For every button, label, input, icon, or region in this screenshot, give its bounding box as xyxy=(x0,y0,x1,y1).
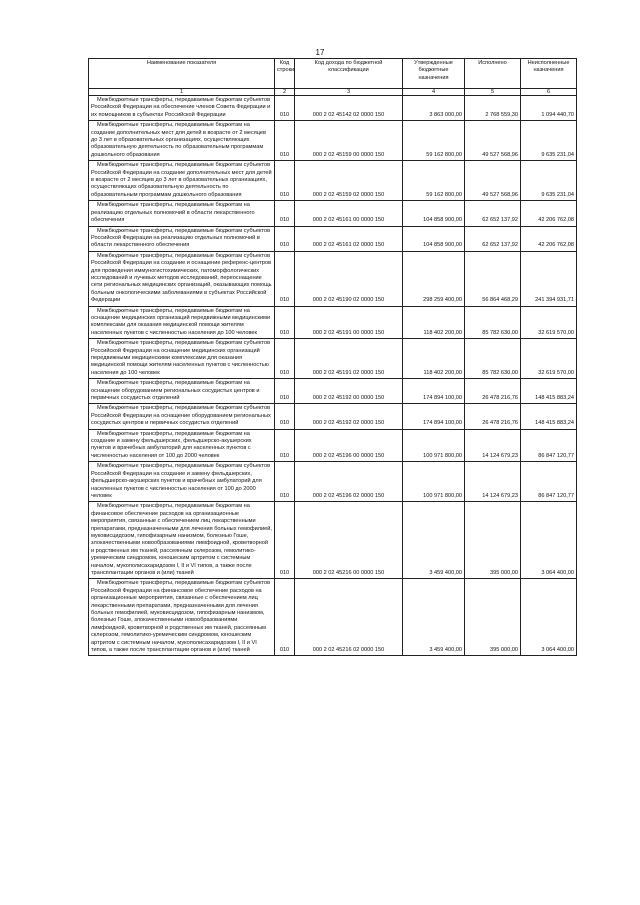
page-number: 17 xyxy=(315,48,325,57)
row-executed-amount: 14 124 679,23 xyxy=(465,462,521,502)
row-income-code: 000 2 02 45161 00 0000 150 xyxy=(295,201,403,226)
table-row xyxy=(89,306,577,339)
row-indicator-name: Межбюджетные трансферты, передаваемые бюджетам на оснащение оборудованием региональных сосудистых центров и первичных сосудистых отделений xyxy=(89,379,275,404)
row-indicator-name: Межбюджетные трансферты, передаваемые бюджетам на создание и замену фельдшерских, фельдшерско-акушерских пунктов и врачебных амбулаторий для населенных пунктов с численностью населения от 100 до 2000 человек xyxy=(89,429,275,462)
row-approved-amount: 100 971 800,00 xyxy=(403,462,465,502)
row-approved-amount: 174 894 100,00 xyxy=(403,404,465,429)
row-unexecuted-amount: 1 094 440,70 xyxy=(521,96,577,121)
row-unexecuted-amount: 42 206 762,08 xyxy=(521,201,577,226)
row-approved-amount: 59 162 800,00 xyxy=(403,121,465,161)
row-line-code: 010 xyxy=(275,579,295,656)
column-number: 5 xyxy=(465,89,521,96)
column-number: 1 xyxy=(89,89,275,96)
row-line-code: 010 xyxy=(275,121,295,161)
row-income-code: 000 2 02 45190 02 0000 150 xyxy=(295,251,403,306)
column-number-row xyxy=(89,89,577,96)
header-executed: Исполнено xyxy=(465,59,521,89)
row-approved-amount: 104 858 900,00 xyxy=(403,226,465,251)
table-row xyxy=(89,226,577,251)
row-income-code: 000 2 02 45159 02 0000 150 xyxy=(295,161,403,201)
table-row xyxy=(89,404,577,429)
table-row xyxy=(89,201,577,226)
column-number: 4 xyxy=(403,89,465,96)
header-indicator-name: Наименование показателя xyxy=(89,59,275,89)
row-unexecuted-amount: 9 635 231,04 xyxy=(521,121,577,161)
row-line-code: 010 xyxy=(275,96,295,121)
table-row xyxy=(89,579,577,656)
row-executed-amount: 56 864 468,29 xyxy=(465,251,521,306)
row-executed-amount: 85 782 630,00 xyxy=(465,306,521,339)
row-approved-amount: 59 162 800,00 xyxy=(403,161,465,201)
row-line-code: 010 xyxy=(275,226,295,251)
row-unexecuted-amount: 148 415 883,24 xyxy=(521,379,577,404)
row-approved-amount: 118 402 200,00 xyxy=(403,339,465,379)
table-header-row xyxy=(89,59,577,89)
header-unexecuted: Неисполненные назначения xyxy=(521,59,577,89)
header-line-code: Код строки xyxy=(275,59,295,89)
row-unexecuted-amount: 148 415 883,24 xyxy=(521,404,577,429)
row-unexecuted-amount: 86 847 120,77 xyxy=(521,429,577,462)
row-executed-amount: 14 124 679,23 xyxy=(465,429,521,462)
row-indicator-name: Межбюджетные трансферты, передаваемые бюджетам субъектов Российской Федерации на финансовое обеспечение расходов на организационные мероприятия, связанные с обеспечением лиц лекарственными препаратами, предназначенными для лечения больных гемофилией, муковисцидозом, гипофизарным нанизмом, болезнью Гоше, злокачественными новообразованиями лимфоидной, кроветворной и родственных им тканей, рассеянным склерозом, гемолитико-уремическим синдромом, юношеским артритом с системным началом, мукополисахаридозом I, II и VI типов, а также после трансплантации органов и (или) тканей xyxy=(89,579,275,656)
row-income-code: 000 2 02 45192 00 0000 150 xyxy=(295,379,403,404)
row-approved-amount: 118 402 200,00 xyxy=(403,306,465,339)
table-row xyxy=(89,339,577,379)
row-executed-amount: 26 478 216,76 xyxy=(465,404,521,429)
row-approved-amount: 100 971 800,00 xyxy=(403,429,465,462)
row-indicator-name: Межбюджетные трансферты, передаваемые бюджетам на реализацию отдельных полномочий в области лекарственного обеспечения xyxy=(89,201,275,226)
row-executed-amount: 2 768 559,30 xyxy=(465,96,521,121)
row-executed-amount: 62 652 137,92 xyxy=(465,201,521,226)
row-income-code: 000 2 02 45191 00 0000 150 xyxy=(295,306,403,339)
row-income-code: 000 2 02 45192 02 0000 150 xyxy=(295,404,403,429)
row-approved-amount: 104 858 900,00 xyxy=(403,201,465,226)
row-income-code: 000 2 02 45161 02 0000 150 xyxy=(295,226,403,251)
row-income-code: 000 2 02 45196 02 0000 150 xyxy=(295,462,403,502)
header-approved: Утвержденные бюджетные назначения xyxy=(403,59,465,89)
row-indicator-name: Межбюджетные трансферты, передаваемые бюджетам субъектов Российской Федерации на оснащение оборудованием региональных сосудистых центров и первичных сосудистых отделений xyxy=(89,404,275,429)
row-unexecuted-amount: 3 064 400,00 xyxy=(521,579,577,656)
table-row xyxy=(89,251,577,306)
table-row xyxy=(89,462,577,502)
row-line-code: 010 xyxy=(275,161,295,201)
row-indicator-name: Межбюджетные трансферты, передаваемые бюджетам на финансовое обеспечение расходов на организационные мероприятия, связанные с обеспечением лиц лекарственными препаратами, предназначенными для лечения больных гемофилией, муковисцидозом, гипофизарным нанизмом, болезнью Гоше, злокачественными новообразованиями лимфоидной, кроветворной и родственных им тканей, рассеянным склерозом, гемолитико-уремическим синдромом, юношеским артритом с системным началом, мукополисахаридозом I, II и VI типов, а также после трансплантации органов и (или) тканей xyxy=(89,502,275,579)
row-indicator-name: Межбюджетные трансферты, передаваемые бюджетам субъектов Российской Федерации на создание и замену фельдшерских, фельдшерско-акушерских пунктов и врачебных амбулаторий для населенных пунктов с численностью населения от 100 до 2000 человек xyxy=(89,462,275,502)
row-income-code: 000 2 02 45216 02 0000 150 xyxy=(295,579,403,656)
row-line-code: 010 xyxy=(275,306,295,339)
row-executed-amount: 85 782 630,00 xyxy=(465,339,521,379)
row-indicator-name: Межбюджетные трансферты, передаваемые бюджетам субъектов Российской Федерации на создание дополнительных мест для детей в возрасте от 2 месяцев до 3 лет в образовательных организациях, осуществляющих образовательную деятельность по образовательным программам дошкольного образования xyxy=(89,161,275,201)
table-row xyxy=(89,502,577,579)
column-number: 2 xyxy=(275,89,295,96)
row-unexecuted-amount: 86 847 120,77 xyxy=(521,462,577,502)
row-line-code: 010 xyxy=(275,339,295,379)
header-income-code: Код дохода по бюджетной классификации xyxy=(295,59,403,89)
column-number: 6 xyxy=(521,89,577,96)
row-indicator-name: Межбюджетные трансферты, передаваемые бюджетам на оснащение медицинских организаций передвижными медицинскими комплексами для оказания медицинской помощи жителям населенных пунктов с численностью населения до 100 человек xyxy=(89,306,275,339)
row-income-code: 000 2 02 45142 02 0000 150 xyxy=(295,96,403,121)
row-indicator-name: Межбюджетные трансферты, передаваемые бюджетам субъектов Российской Федерации на реализацию отдельных полномочий в области лекарственного обеспечения xyxy=(89,226,275,251)
row-unexecuted-amount: 3 064 400,00 xyxy=(521,502,577,579)
row-unexecuted-amount: 42 206 762,08 xyxy=(521,226,577,251)
row-executed-amount: 395 000,00 xyxy=(465,579,521,656)
row-approved-amount: 3 863 000,00 xyxy=(403,96,465,121)
row-approved-amount: 174 894 100,00 xyxy=(403,379,465,404)
row-executed-amount: 62 652 137,92 xyxy=(465,226,521,251)
column-number: 3 xyxy=(295,89,403,96)
row-executed-amount: 395 000,00 xyxy=(465,502,521,579)
row-executed-amount: 26 478 216,76 xyxy=(465,379,521,404)
table-row xyxy=(89,121,577,161)
row-executed-amount: 49 527 568,96 xyxy=(465,121,521,161)
row-line-code: 010 xyxy=(275,502,295,579)
table-row xyxy=(89,161,577,201)
row-approved-amount: 298 259 400,00 xyxy=(403,251,465,306)
row-approved-amount: 3 459 400,00 xyxy=(403,579,465,656)
row-indicator-name: Межбюджетные трансферты, передаваемые бюджетам субъектов Российской Федерации на создание и оснащение референс-центров для проведения иммуногистохимических, патоморфологических исследований и лучевых методов исследований, переоснащение сети региональных медицинских организаций, оказывающих помощь больным онкологическими заболеваниями в субъектах Российской Федерации xyxy=(89,251,275,306)
budget-execution-table xyxy=(88,58,577,656)
row-line-code: 010 xyxy=(275,429,295,462)
row-line-code: 010 xyxy=(275,201,295,226)
row-approved-amount: 3 459 400,00 xyxy=(403,502,465,579)
table-row xyxy=(89,379,577,404)
row-income-code: 000 2 02 45196 00 0000 150 xyxy=(295,429,403,462)
row-unexecuted-amount: 241 394 931,71 xyxy=(521,251,577,306)
row-income-code: 000 2 02 45191 02 0000 150 xyxy=(295,339,403,379)
row-indicator-name: Межбюджетные трансферты, передаваемые бюджетам на создание дополнительных мест для детей в возрасте от 2 месяцев до 3 лет в образовательных организациях, осуществляющих образовательную деятельность по образовательным программам дошкольного образования xyxy=(89,121,275,161)
row-unexecuted-amount: 32 619 570,00 xyxy=(521,339,577,379)
row-executed-amount: 49 527 568,96 xyxy=(465,161,521,201)
row-income-code: 000 2 02 45159 00 0000 150 xyxy=(295,121,403,161)
row-unexecuted-amount: 9 635 231,04 xyxy=(521,161,577,201)
row-line-code: 010 xyxy=(275,251,295,306)
row-line-code: 010 xyxy=(275,462,295,502)
row-line-code: 010 xyxy=(275,379,295,404)
row-income-code: 000 2 02 45216 00 0000 150 xyxy=(295,502,403,579)
row-unexecuted-amount: 32 619 570,00 xyxy=(521,306,577,339)
row-line-code: 010 xyxy=(275,404,295,429)
row-indicator-name: Межбюджетные трансферты, передаваемые бюджетам субъектов Российской Федерации на обеспечение членов Совета Федерации и их помощников в субъектах Российской Федерации xyxy=(89,96,275,121)
table-row xyxy=(89,429,577,462)
table-row xyxy=(89,96,577,121)
row-indicator-name: Межбюджетные трансферты, передаваемые бюджетам субъектов Российской Федерации на оснащение медицинских организаций передвижными медицинскими комплексами для оказания медицинской помощи жителям населенных пунктов с численностью населения до 100 человек xyxy=(89,339,275,379)
